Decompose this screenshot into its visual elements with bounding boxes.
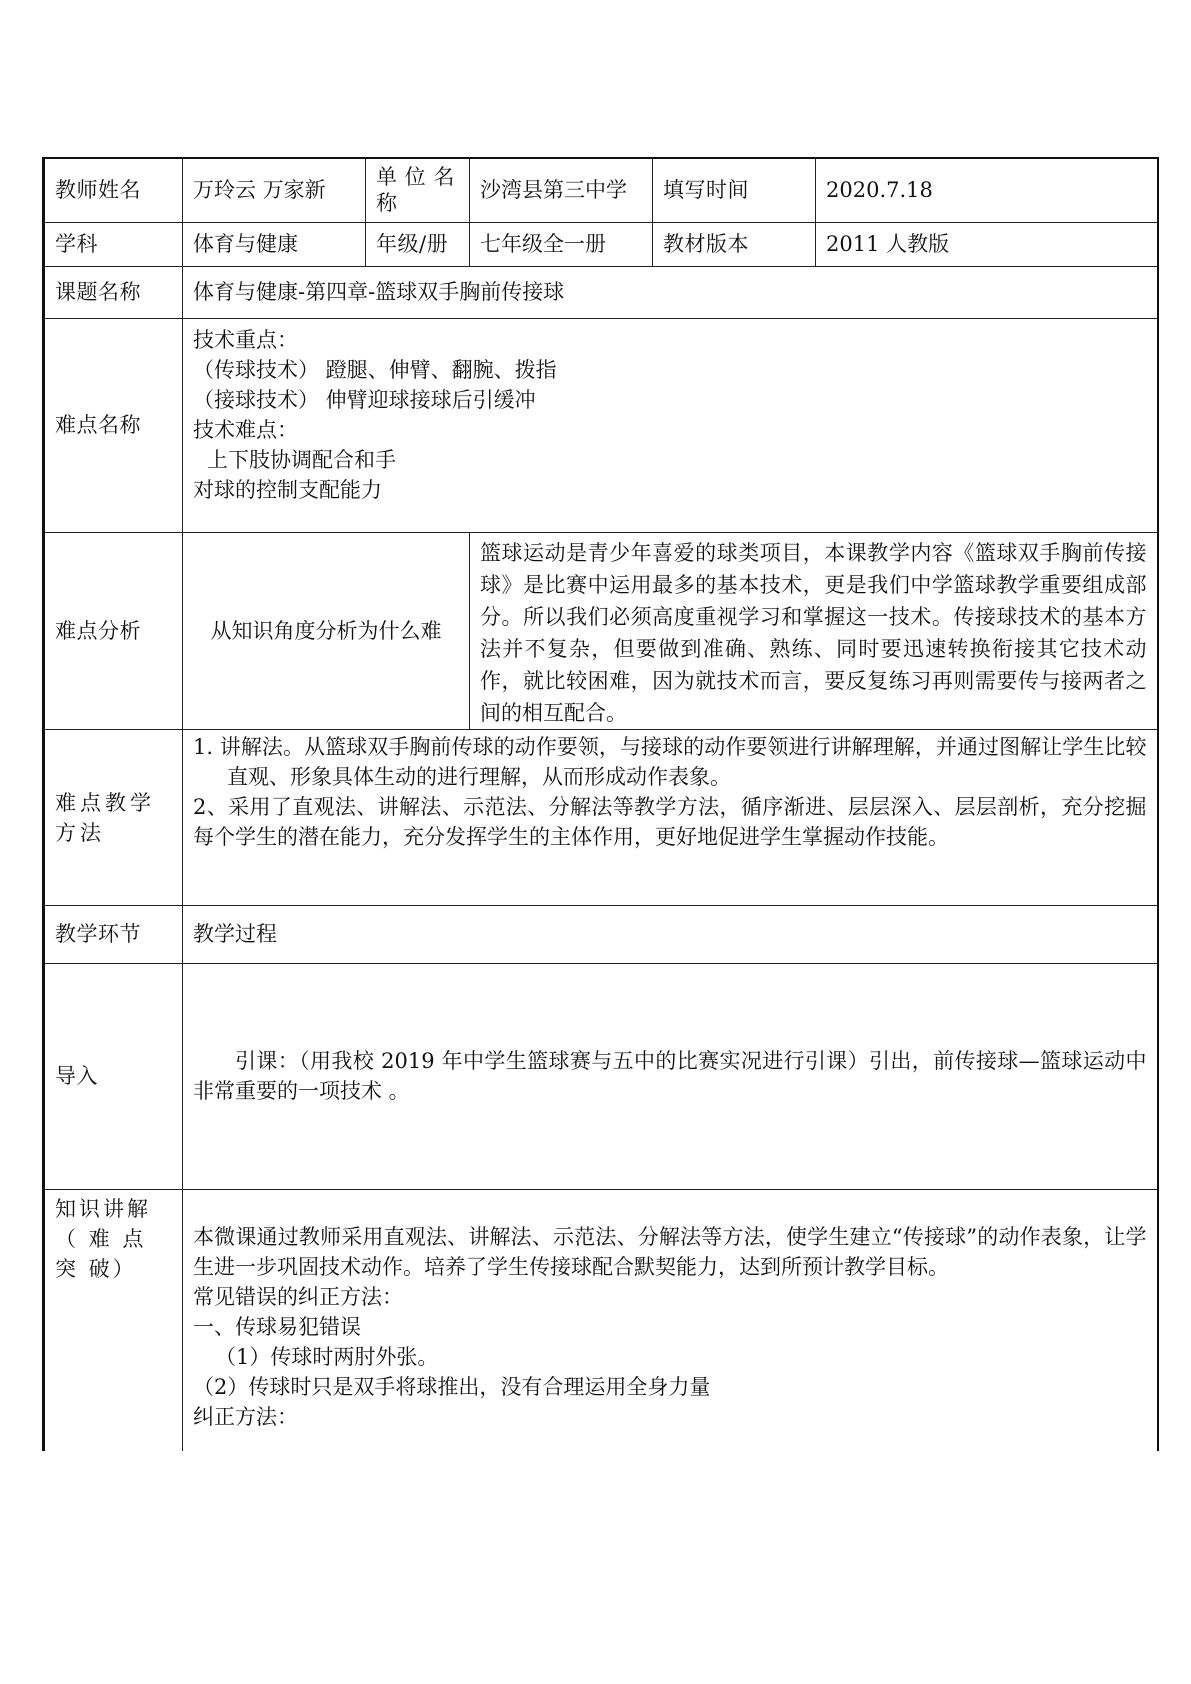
intro-label: 导入 (44, 963, 183, 1189)
knowledge-paragraph: 本微课通过教师采用直观法、讲解法、示范法、分解法等方法，使学生建立“传接球”的动作表象，让学生进一步巩固技术动作。培养了学生传接球配合默契能力，达到所预计教学目标。 (193, 1224, 1147, 1279)
lesson-plan-table (42, 157, 1159, 1451)
topic-value: 体育与健康-第四章-篮球双手胸前传接球 (183, 266, 1158, 318)
subject-value: 体育与健康 (183, 222, 366, 266)
teacher-name-value: 万玲云 万家新 (183, 158, 366, 222)
header-row-1 (44, 158, 1158, 222)
intro-row (44, 963, 1158, 1189)
subject-label: 学科 (44, 222, 183, 266)
method-content (183, 729, 1158, 905)
method-row (44, 729, 1158, 905)
method-item-2: 2、采用了直观法、讲解法、示范法、分解法等教学方法，循序渐进、层层深入、层层剖析，充分挖掘每个学生的潜在能力，充分发挥学生的主体作用，更好地促进学生掌握动作技能。 (193, 794, 1147, 849)
difficulty-content (183, 318, 1158, 532)
teacher-name-label: 教师姓名 (44, 158, 183, 222)
knowledge-content (183, 1189, 1158, 1451)
intro-paragraph: 引课：（用我校 2019 年中学生篮球赛与五中的比赛实况进行引课）引出，前传接球—篮球运动中非常重要的一项技术 。 (193, 1049, 1147, 1103)
topic-label: 课题名称 (44, 266, 183, 318)
header-row-2 (44, 222, 1158, 266)
topic-row (44, 266, 1158, 318)
intro-text (183, 963, 1158, 1189)
knowledge-row (44, 1189, 1158, 1451)
errors-title: 常见错误的纠正方法： (193, 1284, 403, 1309)
fill-date-label: 填写时间 (653, 158, 816, 222)
error-item: （2）传球时只是双手将球推出，没有合理运用全身力量 (193, 1374, 711, 1399)
grade-value: 七年级全一册 (470, 222, 653, 266)
unit-name-label: 单 位 名 称 (366, 158, 470, 222)
method-item-1: 1. 讲解法。从篮球双手胸前传球的动作要领，与接球的动作要领进行讲解理解，并通过图解让学生比较直观、形象具体生动的进行理解，从而形成动作表象。 (193, 734, 1147, 789)
difficulty-line: 技术难点： (193, 417, 298, 442)
fill-date-value: 2020.7.18 (816, 158, 1158, 222)
error-item: （1）传球时两肘外张。 (215, 1344, 439, 1369)
analysis-text: 篮球运动是青少年喜爱的球类项目，本课教学内容《篮球双手胸前传接球》是比赛中运用最多的基本技术，更是我们中学篮球教学重要组成部分。所以我们必须高度重视学习和掌握这一技术。传接球技术的基本方法并不复杂，但要做到准确、熟练、同时要迅速转换衔接其它技术动作，就比较困难，因为就技术而言，要反复练习再则需要传与接两者之间的相互配合。 (470, 532, 1158, 729)
process-row (44, 905, 1158, 963)
knowledge-label: 知识讲解（ 难 点 突 破） (44, 1189, 183, 1451)
difficulty-line: （传球技术） 蹬腿、伸臂、翻腕、拨指 (193, 357, 557, 382)
difficulty-line: 上下肢协调配合和手 (207, 447, 396, 472)
method-label: 难点教学方法 (44, 729, 183, 905)
process-label: 教学环节 (44, 905, 183, 963)
difficulty-line: 技术重点： (193, 327, 298, 352)
unit-name-value: 沙湾县第三中学 (470, 158, 653, 222)
fix-title: 纠正方法： (193, 1404, 298, 1429)
edition-value: 2011 人教版 (816, 222, 1158, 266)
edition-label: 教材版本 (653, 222, 816, 266)
difficulty-line: 对球的控制支配能力 (193, 477, 382, 502)
difficulty-label: 难点名称 (44, 318, 183, 532)
analysis-sub-label: 从知识角度分析为什么难 (183, 532, 470, 729)
difficulty-row (44, 318, 1158, 532)
difficulty-line: （接球技术） 伸臂迎球接球后引缓冲 (193, 387, 536, 412)
process-value: 教学过程 (183, 905, 1158, 963)
analysis-label: 难点分析 (44, 532, 183, 729)
grade-label: 年级/册 (366, 222, 470, 266)
analysis-row (44, 532, 1158, 729)
errors-subtitle: 一、传球易犯错误 (193, 1314, 361, 1339)
